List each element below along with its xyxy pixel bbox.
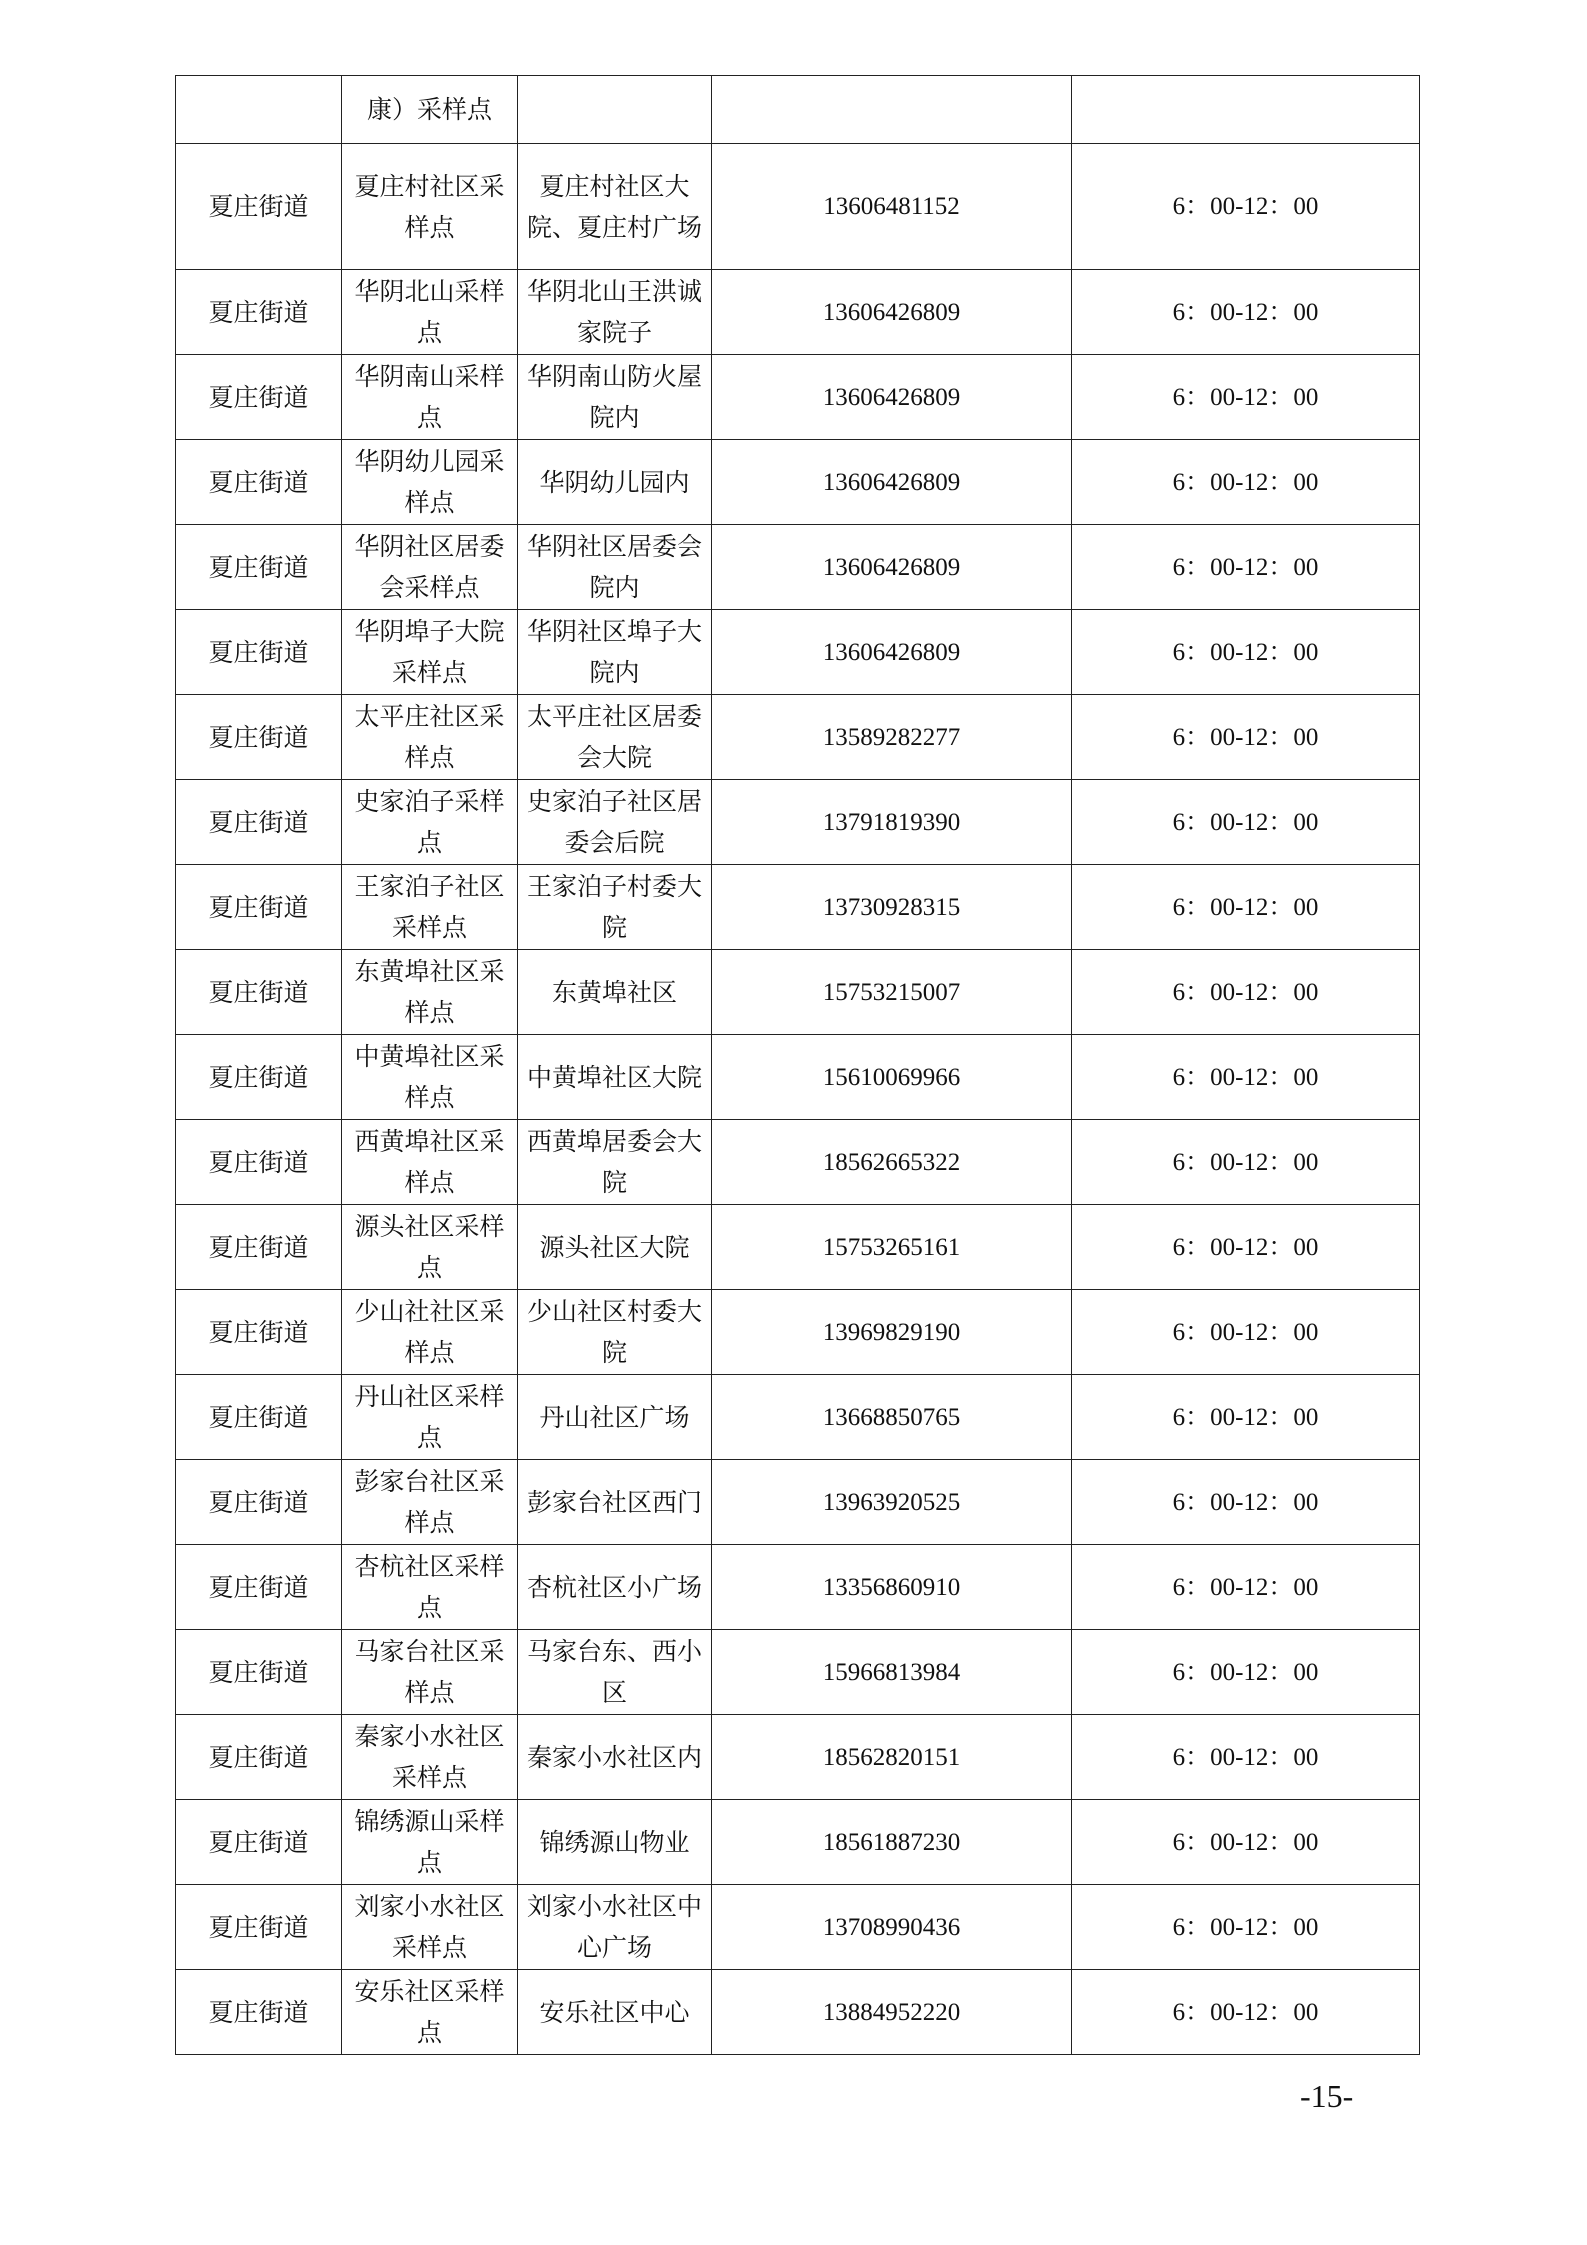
hours-cell: 6：00-12：00 xyxy=(1072,270,1420,355)
hours-cell: 6：00-12：00 xyxy=(1072,1120,1420,1205)
address-cell: 华阴幼儿园内 xyxy=(518,440,712,525)
street-cell: 夏庄街道 xyxy=(176,610,342,695)
table-row xyxy=(176,1545,1420,1630)
hours-cell: 6：00-12：00 xyxy=(1072,1885,1420,1970)
site-cell: 太平庄社区采样点 xyxy=(342,695,518,780)
table-body xyxy=(176,76,1420,2055)
site-cell: 夏庄村社区采样点 xyxy=(342,144,518,270)
hours-cell: 6：00-12：00 xyxy=(1072,695,1420,780)
address-cell: 少山社区村委大院 xyxy=(518,1290,712,1375)
table-row xyxy=(176,950,1420,1035)
site-cell: 西黄埠社区采样点 xyxy=(342,1120,518,1205)
site-cell: 史家泊子采样点 xyxy=(342,780,518,865)
phone-cell: 13791819390 xyxy=(712,780,1072,865)
street-cell: 夏庄街道 xyxy=(176,865,342,950)
phone-cell: 13606481152 xyxy=(712,144,1072,270)
site-cell: 康）采样点 xyxy=(342,76,518,144)
address-cell: 西黄埠居委会大院 xyxy=(518,1120,712,1205)
street-cell: 夏庄街道 xyxy=(176,440,342,525)
phone-cell: 18562665322 xyxy=(712,1120,1072,1205)
site-cell: 杏杭社区采样点 xyxy=(342,1545,518,1630)
address-cell: 太平庄社区居委会大院 xyxy=(518,695,712,780)
street-cell: 夏庄街道 xyxy=(176,780,342,865)
phone-cell: 13606426809 xyxy=(712,270,1072,355)
phone-cell: 15610069966 xyxy=(712,1035,1072,1120)
street-cell: 夏庄街道 xyxy=(176,270,342,355)
table-row xyxy=(176,780,1420,865)
hours-cell: 6：00-12：00 xyxy=(1072,1545,1420,1630)
hours-cell: 6：00-12：00 xyxy=(1072,1375,1420,1460)
address-cell: 夏庄村社区大院、夏庄村广场 xyxy=(518,144,712,270)
street-cell: 夏庄街道 xyxy=(176,1970,342,2055)
site-cell: 彭家台社区采样点 xyxy=(342,1460,518,1545)
hours-cell: 6：00-12：00 xyxy=(1072,440,1420,525)
site-cell: 东黄埠社区采样点 xyxy=(342,950,518,1035)
table-row xyxy=(176,1630,1420,1715)
site-cell: 华阴社区居委会采样点 xyxy=(342,525,518,610)
hours-cell: 6：00-12：00 xyxy=(1072,1715,1420,1800)
street-cell: 夏庄街道 xyxy=(176,1630,342,1715)
carryover-row xyxy=(176,76,1420,144)
street-cell xyxy=(176,76,342,144)
address-cell: 马家台东、西小区 xyxy=(518,1630,712,1715)
address-cell: 丹山社区广场 xyxy=(518,1375,712,1460)
site-cell: 丹山社区采样点 xyxy=(342,1375,518,1460)
phone-cell: 13963920525 xyxy=(712,1460,1072,1545)
address-cell: 杏杭社区小广场 xyxy=(518,1545,712,1630)
site-cell: 华阴南山采样点 xyxy=(342,355,518,440)
street-cell: 夏庄街道 xyxy=(176,1715,342,1800)
hours-cell: 6：00-12：00 xyxy=(1072,610,1420,695)
phone-cell: 13606426809 xyxy=(712,610,1072,695)
table-row xyxy=(176,1460,1420,1545)
site-cell: 中黄埠社区采样点 xyxy=(342,1035,518,1120)
table-row xyxy=(176,1035,1420,1120)
phone-cell: 13606426809 xyxy=(712,525,1072,610)
hours-cell: 6：00-12：00 xyxy=(1072,950,1420,1035)
phone-cell: 13708990436 xyxy=(712,1885,1072,1970)
address-cell: 史家泊子社区居委会后院 xyxy=(518,780,712,865)
table-row xyxy=(176,144,1420,270)
street-cell: 夏庄街道 xyxy=(176,1800,342,1885)
table-row xyxy=(176,525,1420,610)
site-cell: 秦家小水社区采样点 xyxy=(342,1715,518,1800)
street-cell: 夏庄街道 xyxy=(176,1035,342,1120)
site-cell: 华阴北山采样点 xyxy=(342,270,518,355)
site-cell: 锦绣源山采样点 xyxy=(342,1800,518,1885)
address-cell: 华阴社区居委会院内 xyxy=(518,525,712,610)
site-cell: 源头社区采样点 xyxy=(342,1205,518,1290)
phone-cell: 13730928315 xyxy=(712,865,1072,950)
phone-cell: 13606426809 xyxy=(712,355,1072,440)
street-cell: 夏庄街道 xyxy=(176,695,342,780)
table-row xyxy=(176,1970,1420,2055)
table-row xyxy=(176,440,1420,525)
street-cell: 夏庄街道 xyxy=(176,1885,342,1970)
street-cell: 夏庄街道 xyxy=(176,1460,342,1545)
table-row xyxy=(176,270,1420,355)
site-cell: 华阴埠子大院采样点 xyxy=(342,610,518,695)
hours-cell: 6：00-12：00 xyxy=(1072,1630,1420,1715)
site-cell: 华阴幼儿园采样点 xyxy=(342,440,518,525)
street-cell: 夏庄街道 xyxy=(176,1290,342,1375)
hours-cell: 6：00-12：00 xyxy=(1072,780,1420,865)
address-cell: 中黄埠社区大院 xyxy=(518,1035,712,1120)
table-row xyxy=(176,355,1420,440)
table-row xyxy=(176,695,1420,780)
hours-cell: 6：00-12：00 xyxy=(1072,1460,1420,1545)
table-row xyxy=(176,1205,1420,1290)
address-cell: 华阴南山防火屋院内 xyxy=(518,355,712,440)
street-cell: 夏庄街道 xyxy=(176,1120,342,1205)
hours-cell xyxy=(1072,76,1420,144)
hours-cell: 6：00-12：00 xyxy=(1072,1970,1420,2055)
hours-cell: 6：00-12：00 xyxy=(1072,1290,1420,1375)
hours-cell: 6：00-12：00 xyxy=(1072,1205,1420,1290)
site-cell: 王家泊子社区采样点 xyxy=(342,865,518,950)
page-number: -15- xyxy=(1300,2078,1354,2114)
phone-cell: 18562820151 xyxy=(712,1715,1072,1800)
street-cell: 夏庄街道 xyxy=(176,1375,342,1460)
table-row xyxy=(176,865,1420,950)
hours-cell: 6：00-12：00 xyxy=(1072,1800,1420,1885)
hours-cell: 6：00-12：00 xyxy=(1072,1035,1420,1120)
site-cell: 马家台社区采样点 xyxy=(342,1630,518,1715)
address-cell: 刘家小水社区中心广场 xyxy=(518,1885,712,1970)
street-cell: 夏庄街道 xyxy=(176,950,342,1035)
table-row xyxy=(176,1885,1420,1970)
phone-cell: 13356860910 xyxy=(712,1545,1072,1630)
address-cell: 源头社区大院 xyxy=(518,1205,712,1290)
address-cell: 锦绣源山物业 xyxy=(518,1800,712,1885)
table-row xyxy=(176,1800,1420,1885)
street-cell: 夏庄街道 xyxy=(176,525,342,610)
street-cell: 夏庄街道 xyxy=(176,1205,342,1290)
hours-cell: 6：00-12：00 xyxy=(1072,144,1420,270)
address-cell: 华阴北山王洪诚家院子 xyxy=(518,270,712,355)
address-cell: 彭家台社区西门 xyxy=(518,1460,712,1545)
table-row xyxy=(176,1120,1420,1205)
street-cell: 夏庄街道 xyxy=(176,1545,342,1630)
hours-cell: 6：00-12：00 xyxy=(1072,355,1420,440)
phone-cell: 13884952220 xyxy=(712,1970,1072,2055)
sampling-sites-table xyxy=(175,75,1420,2055)
hours-cell: 6：00-12：00 xyxy=(1072,865,1420,950)
phone-cell: 13668850765 xyxy=(712,1375,1072,1460)
table-row xyxy=(176,610,1420,695)
phone-cell: 13969829190 xyxy=(712,1290,1072,1375)
site-cell: 安乐社区采样点 xyxy=(342,1970,518,2055)
phone-cell: 15966813984 xyxy=(712,1630,1072,1715)
phone-cell: 15753265161 xyxy=(712,1205,1072,1290)
phone-cell: 15753215007 xyxy=(712,950,1072,1035)
address-cell: 秦家小水社区内 xyxy=(518,1715,712,1800)
address-cell: 东黄埠社区 xyxy=(518,950,712,1035)
site-cell: 刘家小水社区采样点 xyxy=(342,1885,518,1970)
phone-cell: 18561887230 xyxy=(712,1800,1072,1885)
address-cell: 华阴社区埠子大院内 xyxy=(518,610,712,695)
hours-cell: 6：00-12：00 xyxy=(1072,525,1420,610)
table-row xyxy=(176,1290,1420,1375)
address-cell: 安乐社区中心 xyxy=(518,1970,712,2055)
site-cell: 少山社社区采样点 xyxy=(342,1290,518,1375)
address-cell xyxy=(518,76,712,144)
phone-cell: 13606426809 xyxy=(712,440,1072,525)
table-row xyxy=(176,1715,1420,1800)
phone-cell xyxy=(712,76,1072,144)
address-cell: 王家泊子村委大院 xyxy=(518,865,712,950)
street-cell: 夏庄街道 xyxy=(176,355,342,440)
street-cell: 夏庄街道 xyxy=(176,144,342,270)
table-row xyxy=(176,1375,1420,1460)
phone-cell: 13589282277 xyxy=(712,695,1072,780)
